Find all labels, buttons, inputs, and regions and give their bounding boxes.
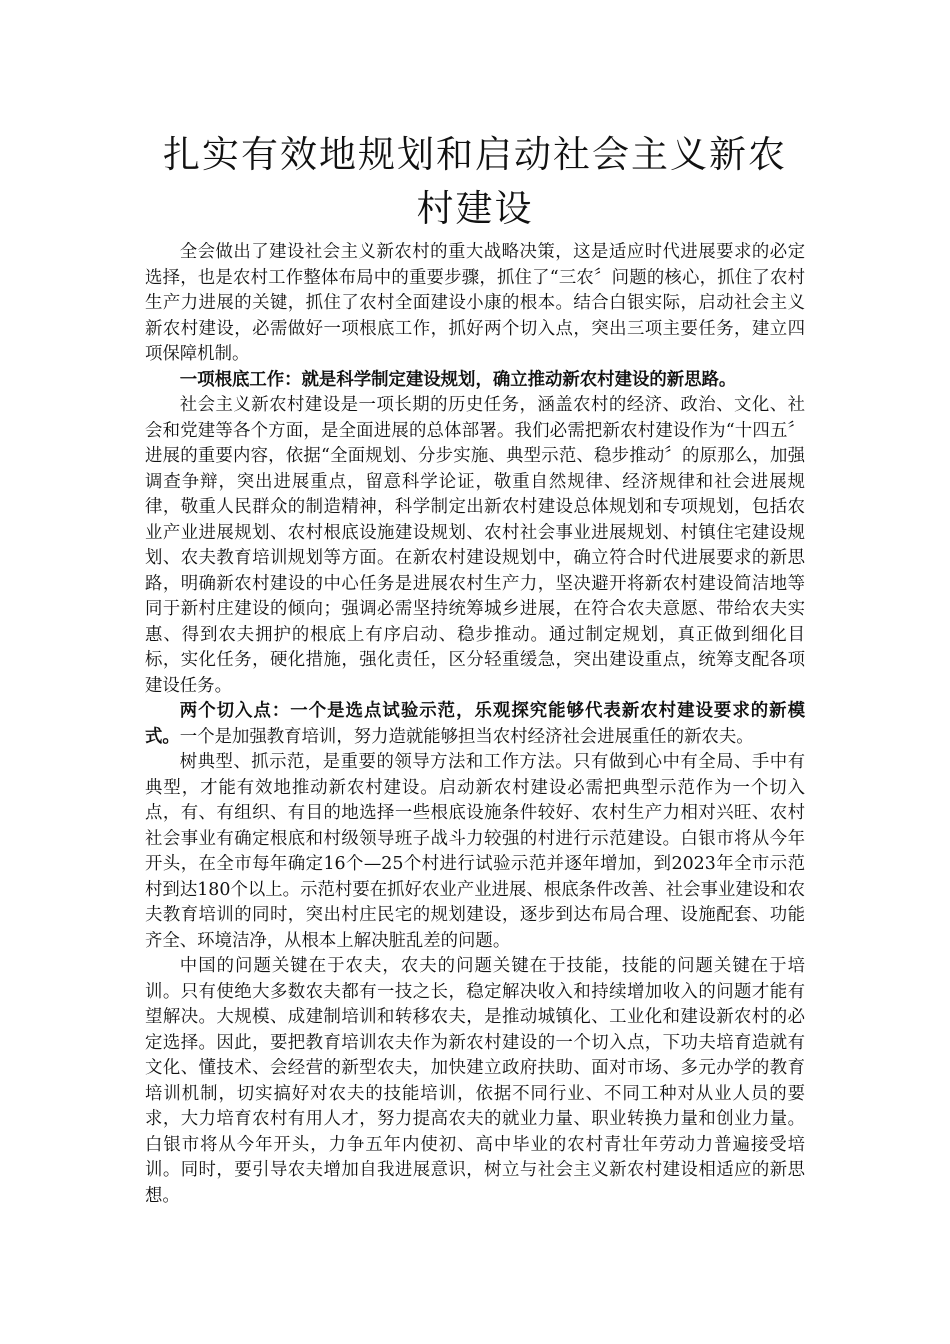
document-page [145,128,805,1209]
paragraph-planning: 社会主义新农村建设是一项长期的历史任务，涵盖农村的经济、政治、文化、社会和党建等各个方面，是全面进展的总体部署。我们必需把新农村建设作为“十四五〞进展的重要内容，依据“全面规划、分步实施、典型示范、稳步推动〞的原那么，加强调查争辩，突出进展重点，留意科学论证，敬重自然规律、经济规律和社会进展规律，敬重人民群众的制造精神，科学制定出新农村建设总体规划和专项规划，包括农业产业进展规划、农村根底设施建设规划、农村社会事业进展规划、村镇住宅建设规划、农夫教育培训规划等方面。在新农村建设规划中，确立符合时代进展要求的新思路，明确新农村建设的中心任务是进展农村生产力，坚决避开将新农村建设简洁地等同于新村庄建设的倾向；强调必需坚持统筹城乡进展，在符合农夫意愿、带给农夫实惠、得到农夫拥护的根底上有序启动、稳步推动。通过制定规划，真正做到细化目标，实化任务，硬化措施，强化责任，区分轻重缓急，突出建设重点，统筹支配各项建设任务。 [145,395,805,696]
section-heading-foundation-work: 一项根底工作：就是科学制定建设规划，确立推动新农村建设的新思路。 [179,369,737,390]
paragraph-two-entry-points [145,699,805,750]
paragraph-demonstration: 树典型、抓示范，是重要的领导方法和工作方法。只有做到心中有全局、手中有典型，才能有效地推动新农村建设。启动新农村建设必需把典型示范作为一个切入点，有、有组织、有目的地选择一些根底设施条件较好、农村生产力相对兴旺、农村社会事业有确定根底和村级领导班子战斗力较强的村进行示范建设。白银市将从今年开头，在全市每年确定16个—25个村进行试验示范并逐年增加，到2023年全市示范村到达180个以上。示范村要在抓好农业产业进展、根底条件改善、社会事业建设和农夫教育培训的同时，突出村庄民宅的规划建设，逐步到达布局合理、设施配套、功能齐全、环境洁净，从根本上解决脏乱差的问题。 [145,752,805,951]
document-body [145,240,805,1209]
paragraph-intro: 全会做出了建设社会主义新农村的重大战略决策，这是适应时代进展要求的必定选择，也是农村工作整体布局中的重要步骤，抓住了“三农〞问题的核心，抓住了农村生产力进展的关键，抓住了农村全面建设小康的根本。结合白银实际，启动社会主义新农村建设，必需做好一项根底工作，抓好两个切入点，突出三项主要任务，建立四项保障机制。 [145,242,805,364]
section-heading-two-entry-points: 两个切入点：一个是选点试验示范，乐观探究能够代表新农村建设要求的新模式。 [145,701,805,747]
document-title: 扎实有效地规划和启动社会主义新农村建设 [163,133,787,230]
paragraph-training: 中国的问题关键在于农夫，农夫的问题关键在于技能，技能的问题关键在于培训。只有使绝大多数农夫都有一技之长，稳定解决收入和持续增加收入的问题才能有望解决。大规模、成建制培训和转移农夫，是推动城镇化、工业化和建设新农村的必定选择。因此，要把教育培训农夫作为新农村建设的一个切入点，下功夫培育造就有文化、懂技术、会经营的新型农夫，加快建立政府扶助、面对市场、多元办学的教育培训机制，切实搞好对农夫的技能培训，依据不同行业、不同工种对从业人员的要求，大力培育农村有用人才，努力提高农夫的就业力量、职业转换力量和创业力量。白银市将从今年开头，力争五年内使初、高中毕业的农村青壮年劳动力普遍接受培训。同时，要引导农夫增加自我进展意识，树立与社会主义新农村建设相适应的新思想。 [145,956,805,1206]
paragraph-two-entry-points-rest: 一个是加强教育培训，努力造就能够担当农村经济社会进展重任的新农夫。 [179,726,754,747]
